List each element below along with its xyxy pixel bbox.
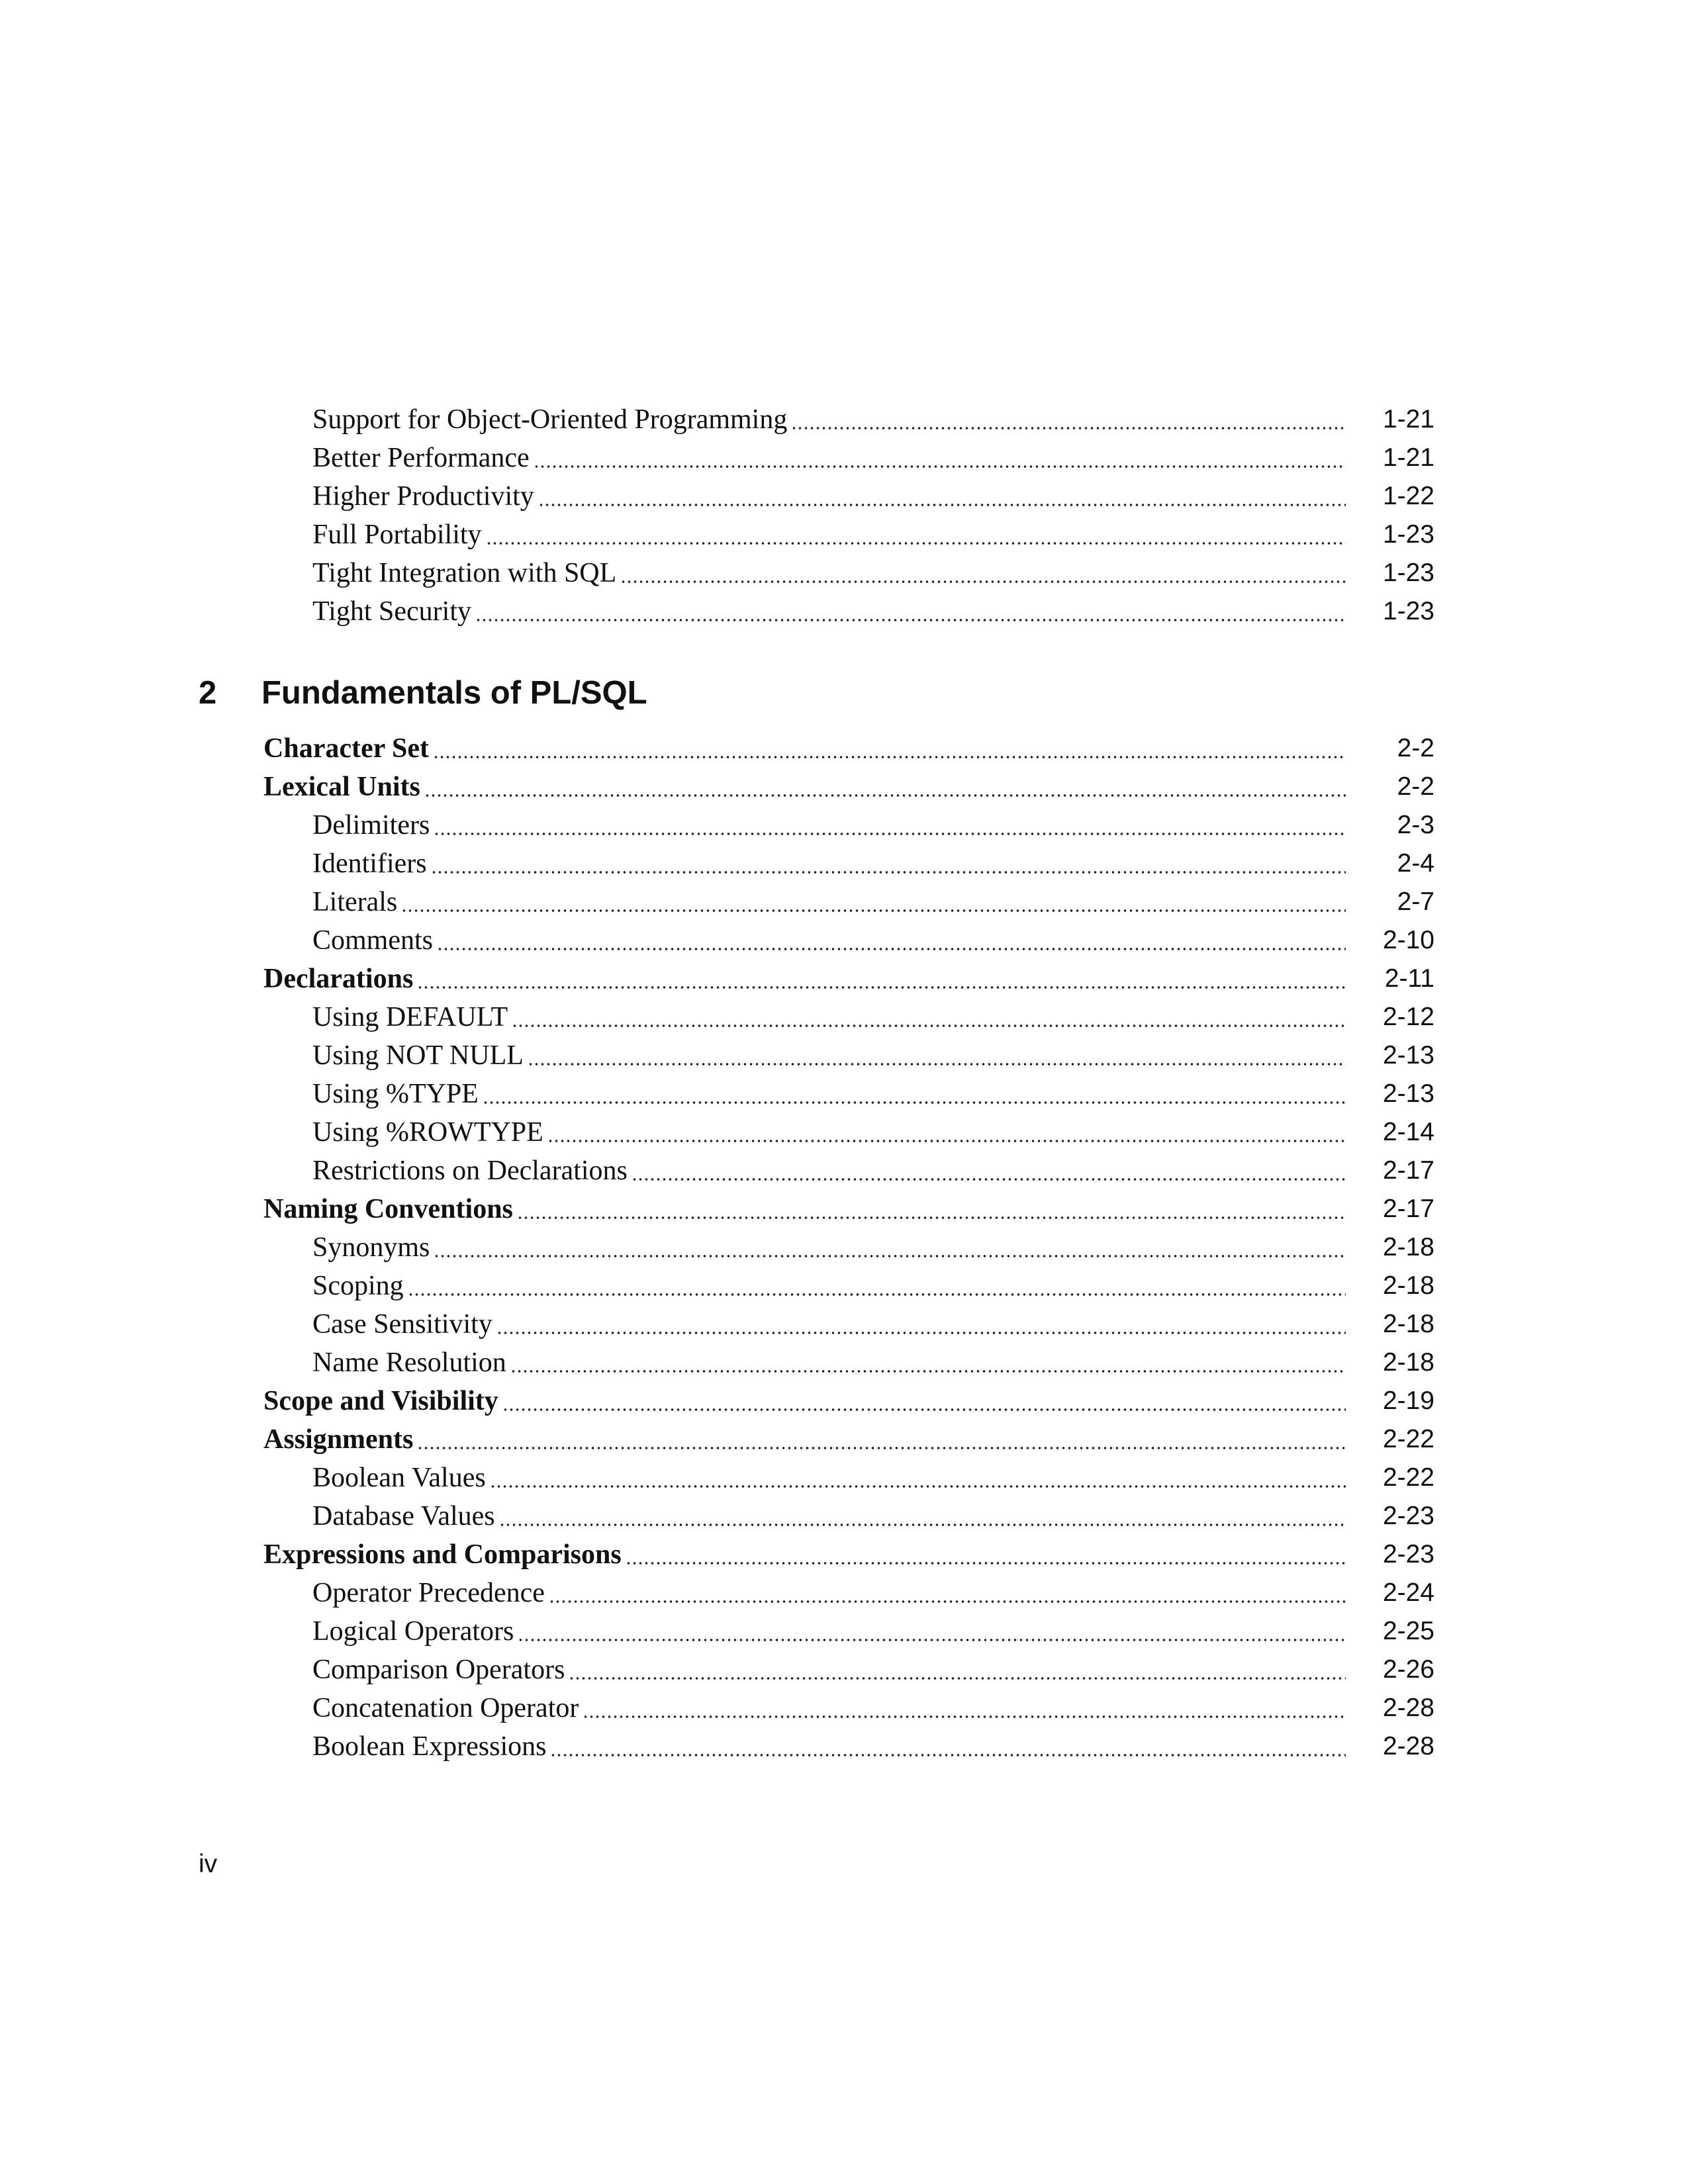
toc-entry bbox=[263, 1036, 1434, 1075]
dot-leader bbox=[534, 464, 1346, 469]
toc-entry-title: Name Resolution bbox=[312, 1343, 510, 1382]
dot-leader bbox=[791, 426, 1346, 431]
toc-page-number: 1-23 bbox=[1382, 520, 1434, 549]
toc-section-entry bbox=[263, 729, 1434, 768]
dot-leader bbox=[434, 831, 1346, 837]
toc-page-number: 1-23 bbox=[1382, 597, 1434, 625]
toc-entry bbox=[263, 1651, 1434, 1689]
toc-entry bbox=[263, 1727, 1434, 1766]
toc-entry bbox=[263, 1152, 1434, 1190]
toc-entry bbox=[263, 806, 1434, 844]
toc-entry-title: Delimiters bbox=[312, 806, 434, 844]
toc-entry-title: Identifiers bbox=[312, 844, 431, 883]
toc-entry bbox=[263, 1113, 1434, 1152]
toc-page-number: 2-4 bbox=[1397, 849, 1434, 878]
dot-leader bbox=[401, 908, 1346, 913]
toc-entry bbox=[263, 439, 1434, 477]
toc-entry bbox=[263, 921, 1434, 960]
dot-leader bbox=[518, 1637, 1346, 1643]
toc-entry bbox=[263, 516, 1434, 554]
toc-page-number: 2-2 bbox=[1397, 772, 1434, 801]
toc-page-number: 2-13 bbox=[1382, 1079, 1434, 1108]
toc-entry-title: Boolean Values bbox=[312, 1459, 490, 1497]
dot-leader bbox=[502, 1407, 1346, 1412]
toc-section-entry bbox=[263, 960, 1434, 998]
page-number-footer: iv bbox=[199, 1850, 218, 1878]
toc-entry bbox=[263, 844, 1434, 883]
toc-entry bbox=[263, 592, 1434, 631]
dot-leader bbox=[538, 502, 1346, 508]
toc-page-number: 2-19 bbox=[1382, 1387, 1434, 1415]
dot-leader bbox=[620, 579, 1346, 584]
toc-entry-title: Expressions and Comparisons bbox=[263, 1535, 626, 1574]
toc-entry-title: Scoping bbox=[312, 1267, 408, 1305]
toc-entry bbox=[263, 1228, 1434, 1267]
toc-page-number: 2-2 bbox=[1397, 734, 1434, 762]
toc-entry bbox=[263, 1343, 1434, 1382]
toc-entry-title: Naming Conventions bbox=[263, 1190, 517, 1228]
toc-page-number: 2-18 bbox=[1382, 1310, 1434, 1338]
toc-page-number: 1-21 bbox=[1382, 443, 1434, 472]
dot-leader bbox=[583, 1714, 1346, 1719]
chapter-toc-list bbox=[263, 729, 1434, 1766]
toc-page-number: 2-17 bbox=[1382, 1156, 1434, 1185]
toc-entry-title: Operator Precedence bbox=[312, 1574, 549, 1612]
toc-entry-title: Tight Security bbox=[312, 592, 475, 631]
dot-leader bbox=[528, 1062, 1346, 1067]
dot-leader bbox=[417, 1445, 1346, 1451]
toc-page-number: 2-7 bbox=[1397, 887, 1434, 916]
toc-page-number: 2-10 bbox=[1382, 926, 1434, 954]
toc-entry-title: Better Performance bbox=[312, 439, 534, 477]
toc-entry-title: Using %TYPE bbox=[312, 1075, 483, 1113]
dot-leader bbox=[475, 617, 1346, 623]
dot-leader bbox=[549, 1599, 1346, 1604]
toc-entry-title: Full Portability bbox=[312, 516, 486, 554]
toc-section-entry bbox=[263, 768, 1434, 806]
dot-leader bbox=[483, 1100, 1346, 1105]
dot-leader bbox=[424, 793, 1346, 798]
toc-entry bbox=[263, 1689, 1434, 1727]
toc-page-number: 2-18 bbox=[1382, 1233, 1434, 1261]
toc-page-number: 1-23 bbox=[1382, 559, 1434, 587]
toc-entry bbox=[263, 1612, 1434, 1651]
toc-entry bbox=[263, 1497, 1434, 1535]
dot-leader bbox=[417, 985, 1346, 990]
toc-page-number: 2-18 bbox=[1382, 1348, 1434, 1377]
toc-section-entry bbox=[263, 1382, 1434, 1420]
chapter-number: 2 bbox=[199, 675, 217, 711]
dot-leader bbox=[550, 1752, 1346, 1758]
dot-leader bbox=[408, 1292, 1346, 1297]
toc-entry bbox=[263, 1574, 1434, 1612]
dot-leader bbox=[510, 1369, 1346, 1374]
toc-entry-title: Logical Operators bbox=[312, 1612, 518, 1651]
dot-leader bbox=[632, 1177, 1346, 1182]
toc-page-number: 2-25 bbox=[1382, 1617, 1434, 1645]
toc-entry-title: Synonyms bbox=[312, 1228, 434, 1267]
dot-leader bbox=[547, 1138, 1346, 1144]
toc-page-number: 2-11 bbox=[1384, 964, 1434, 993]
toc-entry-title: Comparison Operators bbox=[312, 1651, 569, 1689]
dot-leader bbox=[496, 1330, 1346, 1336]
toc-entry-title: Higher Productivity bbox=[312, 477, 538, 516]
dot-leader bbox=[434, 1253, 1346, 1259]
dot-leader bbox=[437, 946, 1346, 952]
toc-section-entry bbox=[263, 1535, 1434, 1574]
dot-leader bbox=[569, 1676, 1346, 1681]
toc-page-number: 2-26 bbox=[1382, 1655, 1434, 1684]
toc-entry-title: Database Values bbox=[312, 1497, 499, 1535]
toc-entry-title: Boolean Expressions bbox=[312, 1727, 550, 1766]
dot-leader bbox=[512, 1023, 1346, 1028]
toc-page-number: 2-23 bbox=[1382, 1502, 1434, 1530]
toc-page-number: 2-28 bbox=[1382, 1694, 1434, 1722]
dot-leader bbox=[486, 541, 1346, 546]
dot-leader bbox=[433, 754, 1346, 760]
dot-leader bbox=[431, 870, 1346, 875]
toc-entry-title: Assignments bbox=[263, 1420, 417, 1459]
dot-leader bbox=[626, 1561, 1346, 1566]
toc-entry-title: Literals bbox=[312, 883, 401, 921]
toc-page-number: 2-22 bbox=[1382, 1425, 1434, 1453]
toc-entry bbox=[263, 554, 1434, 592]
toc-entry bbox=[263, 1305, 1434, 1343]
toc-page-number: 2-14 bbox=[1382, 1118, 1434, 1146]
dot-leader bbox=[490, 1484, 1346, 1489]
dot-leader bbox=[517, 1215, 1346, 1220]
toc-entry bbox=[263, 400, 1434, 439]
toc-page-number: 1-21 bbox=[1382, 405, 1434, 433]
chapter-title: Fundamentals of PL/SQL bbox=[261, 675, 647, 711]
toc-entry-title: Using NOT NULL bbox=[312, 1036, 528, 1075]
toc-section-entry bbox=[263, 1420, 1434, 1459]
toc-entry bbox=[263, 477, 1434, 516]
toc-page-number: 2-22 bbox=[1382, 1463, 1434, 1492]
toc-entry bbox=[263, 1075, 1434, 1113]
toc-entry bbox=[263, 1459, 1434, 1497]
toc-entry-title: Scope and Visibility bbox=[263, 1382, 502, 1420]
toc-page-number: 2-18 bbox=[1382, 1271, 1434, 1300]
toc-entry-title: Restrictions on Declarations bbox=[312, 1152, 632, 1190]
toc-page-number: 2-28 bbox=[1382, 1732, 1434, 1760]
toc-page-number: 2-23 bbox=[1382, 1540, 1434, 1569]
toc-entry-title: Declarations bbox=[263, 960, 417, 998]
toc-entry-title: Tight Integration with SQL bbox=[312, 554, 620, 592]
toc-entry-title: Lexical Units bbox=[263, 768, 424, 806]
toc-entry bbox=[263, 883, 1434, 921]
toc-page-number: 2-12 bbox=[1382, 1003, 1434, 1031]
toc-entry-title: Case Sensitivity bbox=[312, 1305, 496, 1343]
toc-entry bbox=[263, 998, 1434, 1036]
toc-page-number: 2-17 bbox=[1382, 1195, 1434, 1223]
toc-page-number: 1-22 bbox=[1382, 482, 1434, 510]
intro-toc-list bbox=[263, 400, 1434, 631]
toc-page-number: 2-3 bbox=[1397, 811, 1434, 839]
toc-page-number: 2-24 bbox=[1382, 1578, 1434, 1607]
toc-entry-title: Comments bbox=[312, 921, 437, 960]
toc-page-number: 2-13 bbox=[1382, 1041, 1434, 1069]
toc-entry bbox=[263, 1267, 1434, 1305]
chapter-heading bbox=[199, 670, 647, 716]
toc-entry-title: Using %ROWTYPE bbox=[312, 1113, 547, 1152]
toc-entry-title: Support for Object-Oriented Programming bbox=[312, 400, 791, 439]
dot-leader bbox=[499, 1522, 1346, 1527]
toc-entry-title: Concatenation Operator bbox=[312, 1689, 583, 1727]
toc-entry-title: Character Set bbox=[263, 729, 433, 768]
toc-entry-title: Using DEFAULT bbox=[312, 998, 512, 1036]
toc-section-entry bbox=[263, 1190, 1434, 1228]
